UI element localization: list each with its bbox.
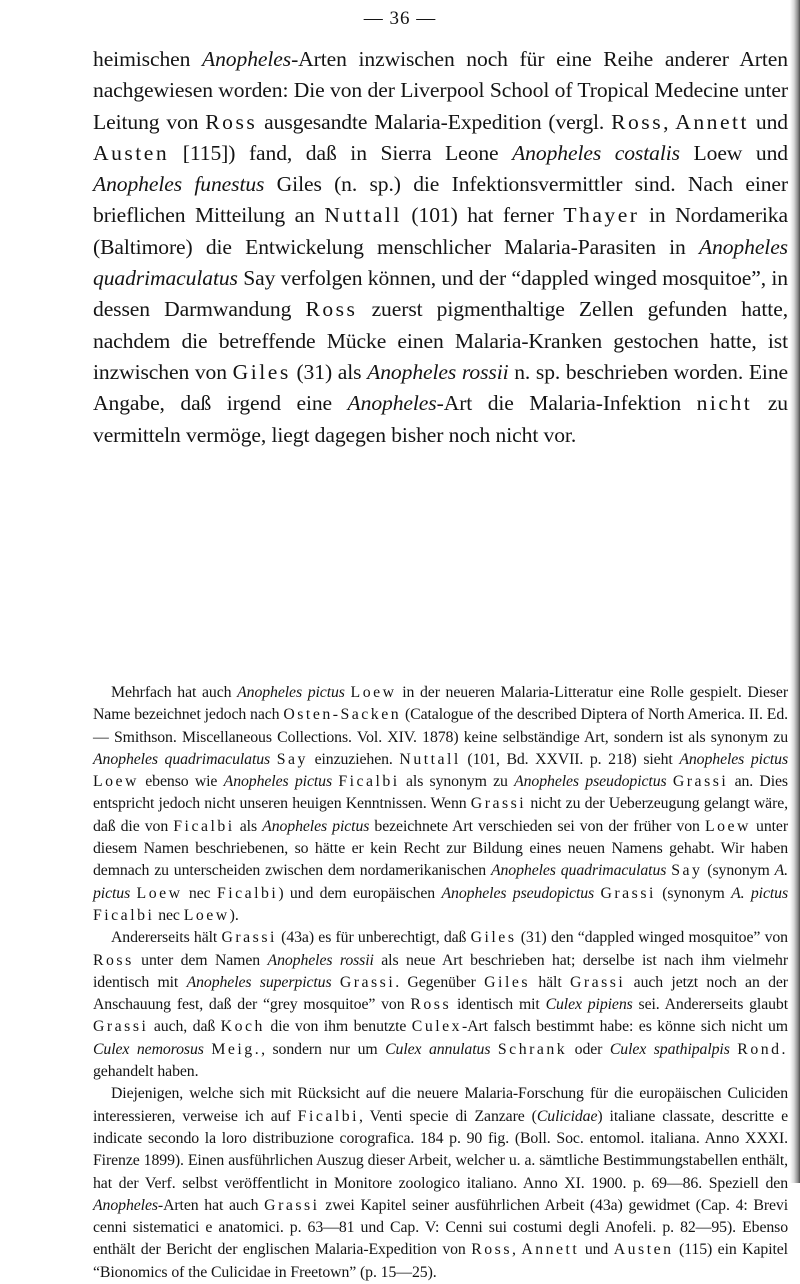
page-number: — 36 — <box>363 8 437 29</box>
small-paragraph-3: Diejenigen, welche sich mit Rücksicht auf die neuere Malaria-Forschung für die europäischen Culiciden interessieren, verweise ich auf Ficalbi, Venti specie di Zanzare (Culicidae) italiane classate, descritte e indicate secondo la loro distribuzione corografica. 184 p. 90 fig. (Boll. Soc. entomol. italiana. Anno XXXI. Firenze 1899). Einen ausführlichen Auszug dieser Arbeit, welcher u. a. sämtliche Bestimmungstabellen enthält, hat der Verf. selbst veröffentlicht in Monitore zoologico italiano. Anno XI. 1900. p. 69—86. Speziell den Anopheles-Arten hat auch Grassi zwei Kapitel seiner ausführlichen Arbeit (43a) gewidmet (Cap. 4: Brevi cenni sistematici e anatomici. p. 63—81 und Cap. V: Cenni sui costumi degli Anofeli. p. 82—95). Ebenso enthält der Bericht der englischen Malaria-Expedition von Ross, Annett und Austen (115) ein Kapitel “Bionomics of the Culicidae in Freetown” (p. 15—25). <box>93 1085 788 1281</box>
page-edge-shadow <box>790 0 800 1183</box>
main-paragraph <box>93 44 788 451</box>
main-paragraph-text: heimischen Anopheles-Arten inzwischen noch für eine Reihe anderer Arten nachgewiesen worden: Die von der Liverpool School of Tropical Medecine unter Leitung von Ross ausgesandte Malaria-Expedition (vergl. Ross, Annett und Austen [115]) fand, daß in Sierra Leone Anopheles costalis Loew und Anopheles funestus Giles (n. sp.) die Infektionsvermittler sind. Nach einer brieflichen Mitteilung an Nuttall (101) hat ferner Thayer in Nordamerika (Baltimore) die Entwickelung menschlicher Malaria-Parasiten in Anopheles quadrimaculatus Say verfolgen können, und der “dappled winged mosquitoe”, in dessen Darmwandung Ross zuerst pigmenthaltige Zellen gefunden hatte, nachdem die betreffende Mücke einen Malaria-Kranken gestochen hatte, ist inzwischen von Giles (31) als Anopheles rossii n. sp. beschrieben worden. Eine Angabe, daß irgend eine Anopheles-Art die Malaria-Infektion nicht zu vermitteln vermöge, liegt dagegen bisher noch nicht vor. <box>93 47 789 447</box>
small-paragraph-1: Mehrfach hat auch Anopheles pictus Loew in der neueren Malaria-Litteratur eine Rolle gespielt. Dieser Name bezeichnet jedoch nach Osten-Sacken (Catalogue of the described Diptera of North America. II. Ed. — Smithson. Miscellaneous Collections. Vol. XIV. 1878) keine selbständige Art, sondern ist als synonym zu Anopheles quadrimaculatus Say einzuziehen. Nuttall (101, Bd. XXVII. p. 218) sieht Anopheles pictus Loew ebenso wie Anopheles pictus Ficalbi als synonym zu Anopheles pseudopictus Grassi an. Dies entspricht jedoch nicht unseren heuigen Kenntnissen. Wenn Grassi nicht zu der Ueberzeugung gelangt wäre, daß die von Ficalbi als Anopheles pictus bezeichnete Art verschieden sei von der früher von Loew unter diesem Namen beschriebenen, so hätte er kein Recht zur Bildung eines neuen Namens gehabt. Wir haben demnach zu unterscheiden zwischen dem nordamerikanischen Anopheles quadrimaculatus Say (synonym A. pictus Loew nec Ficalbi) und dem europäischen Anopheles pseudopictus Grassi (synonym A. pictus Ficalbi nec Loew). <box>93 684 788 924</box>
small-paragraph-2: Andererseits hält Grassi (43a) es für unberechtigt, daß Giles (31) den “dappled winged mosquitoe” von Ross unter dem Namen Anopheles rossii als neue Art beschrieben hat; derselbe ist nach ihm vielmehr identisch mit Anopheles superpictus Grassi. Gegenüber Giles hält Grassi auch jetzt noch an der Anschauung fest, daß der “grey mosquitoe” von Ross identisch mit Culex pipiens sei. Andererseits glaubt Grassi auch, daß Koch die von ihm benutzte Culex-Art falsch bestimmt habe: es könne sich nicht um Culex nemorosus Meig., sondern nur um Culex annulatus Schrank oder Culex spathipalpis Rond. gehandelt haben. <box>93 929 788 1081</box>
footnote-block <box>93 682 788 1284</box>
